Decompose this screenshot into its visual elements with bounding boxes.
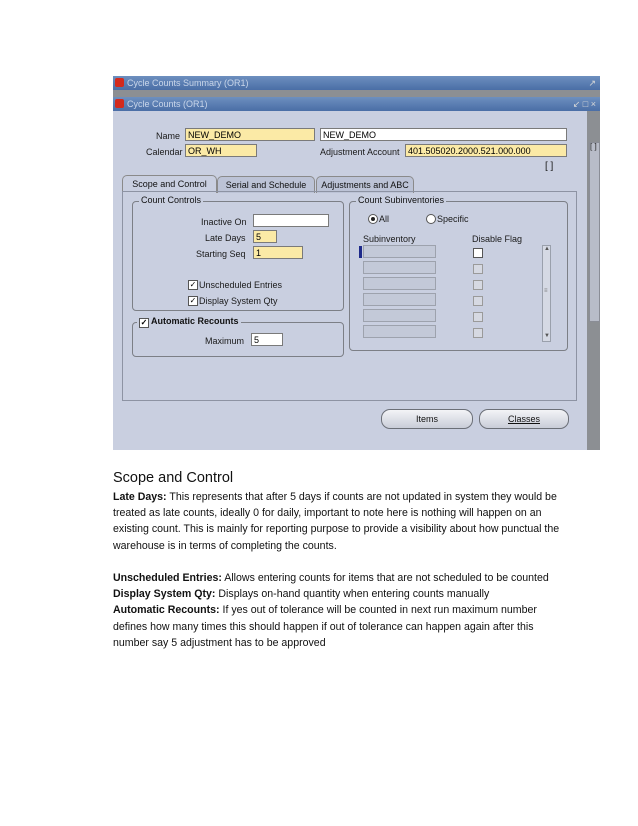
late-days-label: Late Days [205, 233, 246, 243]
maximum-label: Maximum [205, 336, 245, 346]
late-days-field[interactable]: 5 [253, 230, 277, 243]
calendar-field[interactable]: OR_WH [185, 144, 257, 157]
automatic-recounts-term: Automatic Recounts: [113, 604, 220, 617]
scroll-down-icon[interactable]: ▼ [544, 333, 550, 339]
subinventory-row[interactable] [363, 261, 436, 274]
outer-window-title: Cycle Counts Summary (OR1) [127, 78, 249, 88]
cycle-counts-window [113, 111, 587, 450]
starting-seq-field[interactable]: 1 [253, 246, 303, 259]
scroll-up-icon[interactable]: ▲ [544, 246, 550, 252]
maximum-field[interactable]: 5 [251, 333, 283, 346]
unscheduled-entries-text: Allows entering counts for items that are not scheduled to be counted [224, 572, 549, 584]
all-radio[interactable] [368, 214, 378, 224]
inner-window-title: Cycle Counts (OR1) [127, 99, 208, 109]
unscheduled-entries-checkbox[interactable]: ✓ [189, 280, 197, 289]
flexfield-bracket[interactable]: [ ] [545, 161, 554, 172]
definitions-paragraph [113, 570, 583, 651]
late-days-paragraph [113, 489, 583, 554]
automatic-recounts-text-line: defines how many times this should happen if out of tolerance can happen again after this [113, 620, 534, 633]
adjustment-account-field[interactable]: 401.505020.2000.521.000.000 [405, 144, 567, 157]
subinventory-column-header: Subinventory [363, 234, 416, 244]
display-system-qty-term: Display System Qty: [113, 588, 216, 601]
classes-button[interactable]: Classes [479, 409, 569, 429]
name-field[interactable]: NEW_DEMO [185, 128, 315, 141]
name-description-field[interactable]: NEW_DEMO [320, 128, 567, 141]
inactive-on-label: Inactive On [201, 217, 247, 227]
display-system-qty-text: Displays on-hand quantity when entering counts manually [218, 588, 490, 601]
oracle-icon [115, 78, 124, 87]
count-controls-title: Count Controls [141, 195, 202, 205]
specific-radio[interactable] [426, 214, 436, 224]
automatic-recounts-group [132, 316, 344, 357]
items-button[interactable]: Items [381, 409, 473, 429]
late-days-term: Late Days: [113, 491, 167, 503]
disable-flag-checkbox [473, 280, 483, 290]
count-controls-group [132, 195, 344, 311]
late-days-text-line: existing count. This is mainly for reporting purpose to provide a visibility about how punctual the [113, 523, 560, 536]
section-heading: Scope and Control [113, 470, 234, 486]
disable-flag-checkbox [473, 264, 483, 274]
starting-seq-label: Starting Seq [196, 249, 246, 259]
subinventory-row[interactable] [363, 293, 436, 306]
name-label: Name [156, 131, 181, 141]
automatic-recounts-text-line: number say 5 adjustment has to be approved [113, 636, 326, 649]
calendar-label: Calendar [146, 147, 183, 157]
automatic-recounts-title: Automatic Recounts [151, 316, 239, 326]
unscheduled-entries-term: Unscheduled Entries: [113, 572, 222, 584]
inactive-on-field[interactable] [253, 214, 329, 227]
late-days-text-line: treated as late counts, ideally 0 for daily, important to note here is nothing will happen on an [113, 507, 542, 520]
subinventory-row[interactable] [363, 245, 436, 258]
side-bracket: [ ] [590, 142, 597, 151]
disable-flag-checkbox [473, 296, 483, 306]
automatic-recounts-checkbox[interactable]: ✓ [140, 318, 148, 327]
oracle-icon [115, 99, 124, 108]
count-subinventories-title: Count Subinventories [358, 195, 445, 205]
disable-flag-column-header: Disable Flag [472, 234, 523, 244]
tab-adjustments-and-abc[interactable]: Adjustments and ABC [316, 176, 414, 193]
outer-window-controls[interactable]: ↗ [588, 78, 596, 88]
display-system-qty-label: Display System Qty [199, 296, 278, 306]
scope-and-control-panel [122, 191, 577, 401]
outer-window-titlebar [113, 76, 600, 90]
background-window-strip [589, 142, 600, 322]
subinventory-row[interactable] [363, 277, 436, 290]
tab-serial-and-schedule[interactable]: Serial and Schedule [217, 176, 315, 193]
inner-window-controls[interactable]: ↙ □ × [572, 99, 596, 109]
scroll-thumb-grip-icon[interactable]: ≡ [544, 288, 548, 294]
disable-flag-checkbox[interactable] [473, 248, 483, 258]
tab-scope-and-control[interactable]: Scope and Control [122, 175, 217, 193]
disable-flag-checkbox [473, 312, 483, 322]
specific-radio-label: Specific [437, 214, 469, 224]
automatic-recounts-text-line: If yes out of tolerance will be counted in next run maximum number [222, 604, 537, 617]
subinventory-rows [363, 245, 436, 342]
all-radio-label: All [379, 214, 390, 224]
vertical-scrollbar[interactable] [542, 245, 551, 342]
subinventory-row[interactable] [363, 325, 436, 338]
adjustment-account-label: Adjustment Account [320, 147, 400, 157]
form-screenshot [113, 76, 600, 450]
late-days-text-line: warehouse is in terms of completing the counts. [113, 539, 337, 552]
subinventory-row[interactable] [363, 309, 436, 322]
unscheduled-entries-label: Unscheduled Entries [199, 280, 283, 290]
current-record-indicator [359, 246, 362, 258]
count-subinventories-group [349, 195, 568, 351]
late-days-text-line: This represents that after 5 days if counts are not updated in system they would be [169, 491, 557, 503]
automatic-recounts-title-wrap [137, 316, 241, 327]
disable-flag-checkbox [473, 328, 483, 338]
inner-window-titlebar [113, 97, 600, 111]
display-system-qty-checkbox[interactable]: ✓ [189, 296, 197, 305]
